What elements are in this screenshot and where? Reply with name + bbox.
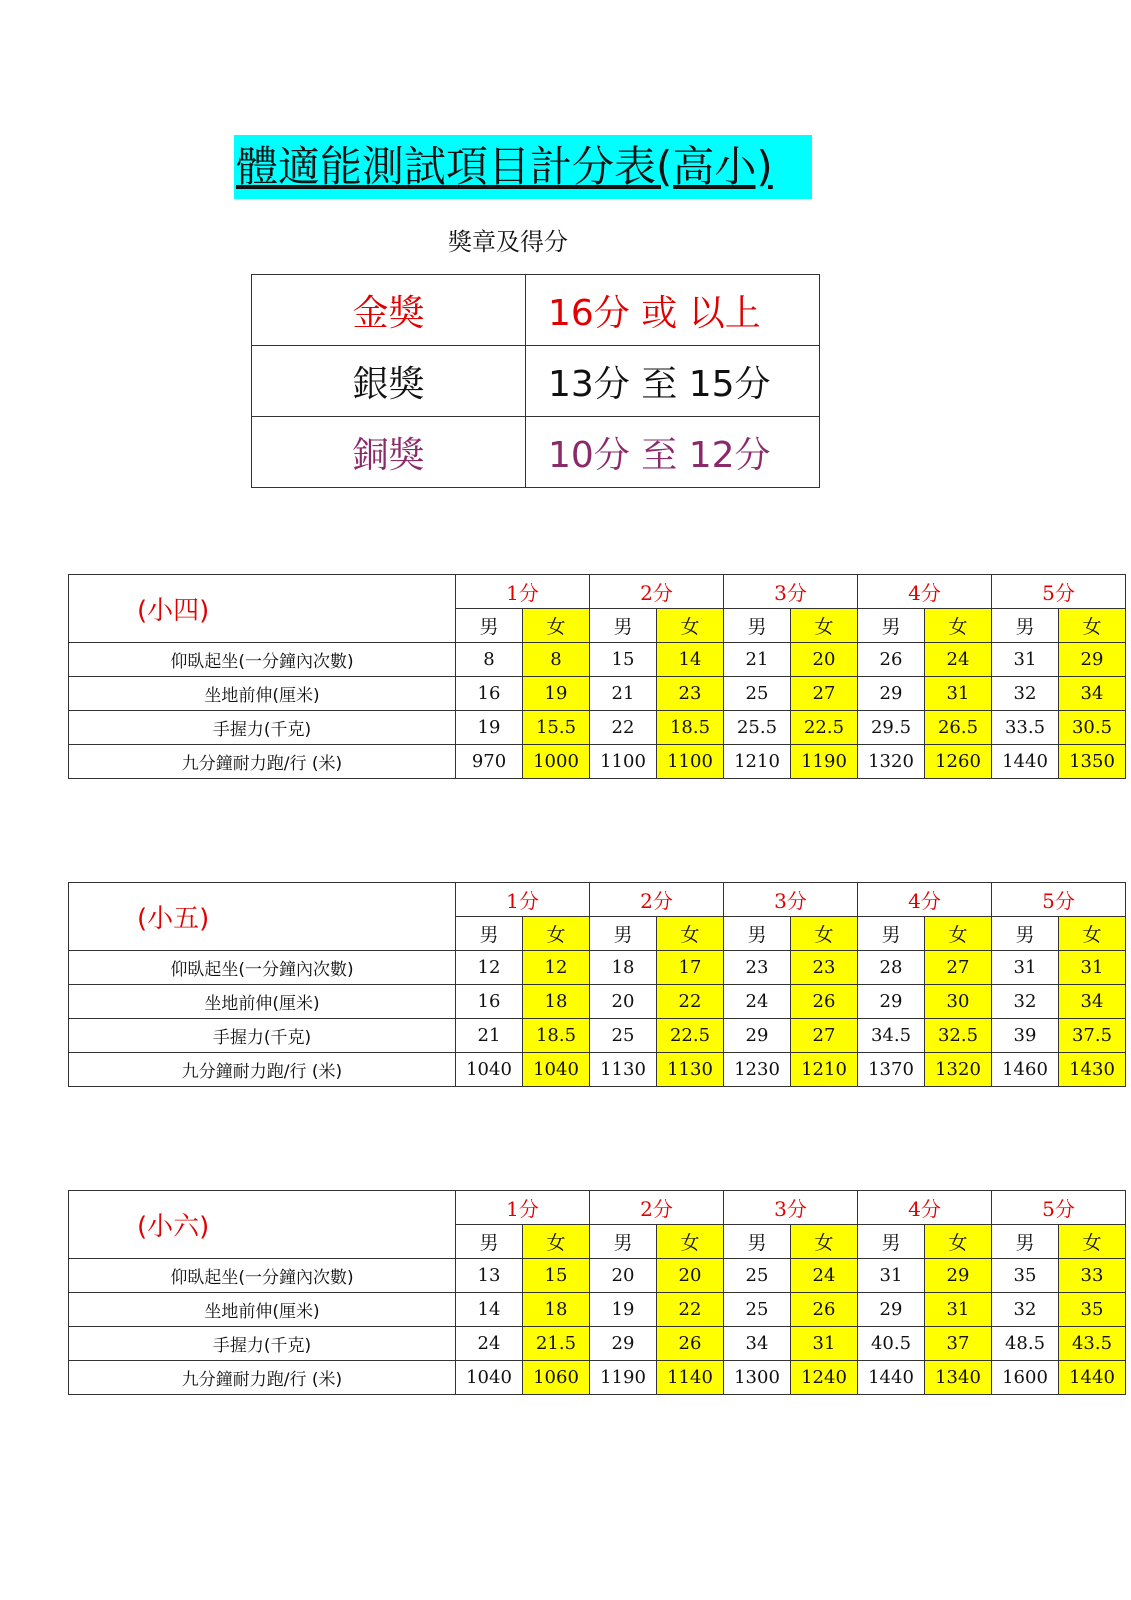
male-score-cell: 1040 — [456, 1361, 523, 1395]
female-score-cell: 1440 — [1059, 1361, 1126, 1395]
male-score-cell: 32 — [992, 985, 1059, 1019]
male-score-cell: 25.5 — [724, 711, 791, 745]
sex-header-female: 女 — [1059, 917, 1126, 951]
male-score-cell: 21 — [590, 677, 657, 711]
award-row-bronze — [252, 417, 820, 488]
points-header: 5分 — [992, 575, 1126, 609]
sex-header-male: 男 — [724, 917, 791, 951]
score-table — [68, 1190, 1126, 1395]
male-score-cell: 29 — [858, 1293, 925, 1327]
male-score-cell: 28 — [858, 951, 925, 985]
item-label: 手握力(千克) — [69, 1327, 456, 1361]
table-row — [69, 1327, 1126, 1361]
item-label: 九分鐘耐力跑/行 (米) — [69, 745, 456, 779]
female-score-cell: 12 — [523, 951, 590, 985]
sex-header-female: 女 — [925, 1225, 992, 1259]
item-label: 手握力(千克) — [69, 1019, 456, 1053]
female-score-cell: 8 — [523, 643, 590, 677]
female-score-cell: 18 — [523, 1293, 590, 1327]
table-row — [69, 677, 1126, 711]
female-score-cell: 27 — [925, 951, 992, 985]
male-score-cell: 23 — [724, 951, 791, 985]
male-score-cell: 24 — [456, 1327, 523, 1361]
female-score-cell: 1210 — [791, 1053, 858, 1087]
female-score-cell: 32.5 — [925, 1019, 992, 1053]
male-score-cell: 32 — [992, 677, 1059, 711]
score-table — [68, 882, 1126, 1087]
female-score-cell: 22.5 — [657, 1019, 724, 1053]
female-score-cell: 31 — [925, 1293, 992, 1327]
male-score-cell: 1460 — [992, 1053, 1059, 1087]
male-score-cell: 1300 — [724, 1361, 791, 1395]
female-score-cell: 18.5 — [523, 1019, 590, 1053]
female-score-cell: 34 — [1059, 985, 1126, 1019]
male-score-cell: 29 — [724, 1019, 791, 1053]
item-label: 坐地前伸(厘米) — [69, 985, 456, 1019]
sex-header-male: 男 — [456, 917, 523, 951]
male-score-cell: 1100 — [590, 745, 657, 779]
award-row-silver — [252, 346, 820, 417]
grade-label: (小四) — [69, 575, 456, 643]
sex-header-female: 女 — [1059, 1225, 1126, 1259]
sex-header-male: 男 — [456, 1225, 523, 1259]
female-score-cell: 1350 — [1059, 745, 1126, 779]
points-header: 5分 — [992, 883, 1126, 917]
male-score-cell: 39 — [992, 1019, 1059, 1053]
table-row — [69, 985, 1126, 1019]
page-title: 體適能測試項目計分表(高小) — [236, 142, 773, 191]
male-score-cell: 21 — [724, 643, 791, 677]
female-score-cell: 1340 — [925, 1361, 992, 1395]
points-header: 5分 — [992, 1191, 1126, 1225]
female-score-cell: 22 — [657, 1293, 724, 1327]
male-score-cell: 1230 — [724, 1053, 791, 1087]
sex-header-female: 女 — [523, 1225, 590, 1259]
female-score-cell: 29 — [1059, 643, 1126, 677]
male-score-cell: 26 — [858, 643, 925, 677]
points-header: 3分 — [724, 883, 858, 917]
award-range-gold: 16分 或 以上 — [526, 275, 820, 346]
sex-header-female: 女 — [791, 917, 858, 951]
male-score-cell: 1210 — [724, 745, 791, 779]
female-score-cell: 17 — [657, 951, 724, 985]
male-score-cell: 12 — [456, 951, 523, 985]
male-score-cell: 34 — [724, 1327, 791, 1361]
male-score-cell: 13 — [456, 1259, 523, 1293]
sex-header-male: 男 — [724, 1225, 791, 1259]
male-score-cell: 20 — [590, 985, 657, 1019]
female-score-cell: 22.5 — [791, 711, 858, 745]
item-label: 仰臥起坐(一分鐘內次數) — [69, 1259, 456, 1293]
male-score-cell: 25 — [724, 1259, 791, 1293]
sex-header-female: 女 — [523, 917, 590, 951]
sex-header-female: 女 — [523, 609, 590, 643]
male-score-cell: 1600 — [992, 1361, 1059, 1395]
award-name-bronze: 銅獎 — [252, 417, 526, 488]
points-header: 1分 — [456, 1191, 590, 1225]
female-score-cell: 1260 — [925, 745, 992, 779]
sex-header-male: 男 — [456, 609, 523, 643]
female-score-cell: 20 — [657, 1259, 724, 1293]
male-score-cell: 33.5 — [992, 711, 1059, 745]
female-score-cell: 27 — [791, 677, 858, 711]
sex-header-female: 女 — [657, 1225, 724, 1259]
male-score-cell: 25 — [724, 1293, 791, 1327]
female-score-cell: 26.5 — [925, 711, 992, 745]
female-score-cell: 15 — [523, 1259, 590, 1293]
male-score-cell: 29.5 — [858, 711, 925, 745]
female-score-cell: 30 — [925, 985, 992, 1019]
points-header: 3分 — [724, 1191, 858, 1225]
male-score-cell: 35 — [992, 1259, 1059, 1293]
female-score-cell: 15.5 — [523, 711, 590, 745]
female-score-cell: 31 — [791, 1327, 858, 1361]
header-row-points — [69, 575, 1126, 609]
female-score-cell: 23 — [657, 677, 724, 711]
table-row — [69, 1361, 1126, 1395]
male-score-cell: 1040 — [456, 1053, 523, 1087]
male-score-cell: 18 — [590, 951, 657, 985]
male-score-cell: 22 — [590, 711, 657, 745]
header-row-points — [69, 1191, 1126, 1225]
female-score-cell: 1060 — [523, 1361, 590, 1395]
male-score-cell: 16 — [456, 985, 523, 1019]
male-score-cell: 19 — [456, 711, 523, 745]
header-row-points — [69, 883, 1126, 917]
male-score-cell: 16 — [456, 677, 523, 711]
male-score-cell: 29 — [858, 677, 925, 711]
female-score-cell: 1000 — [523, 745, 590, 779]
female-score-cell: 27 — [791, 1019, 858, 1053]
points-header: 2分 — [590, 883, 724, 917]
female-score-cell: 30.5 — [1059, 711, 1126, 745]
male-score-cell: 31 — [992, 951, 1059, 985]
female-score-cell: 35 — [1059, 1293, 1126, 1327]
points-header: 1分 — [456, 883, 590, 917]
female-score-cell: 21.5 — [523, 1327, 590, 1361]
male-score-cell: 1320 — [858, 745, 925, 779]
female-score-cell: 19 — [523, 677, 590, 711]
table-row — [69, 745, 1126, 779]
male-score-cell: 32 — [992, 1293, 1059, 1327]
female-score-cell: 43.5 — [1059, 1327, 1126, 1361]
female-score-cell: 33 — [1059, 1259, 1126, 1293]
male-score-cell: 24 — [724, 985, 791, 1019]
item-label: 仰臥起坐(一分鐘內次數) — [69, 951, 456, 985]
male-score-cell: 19 — [590, 1293, 657, 1327]
sex-header-male: 男 — [590, 917, 657, 951]
female-score-cell: 26 — [657, 1327, 724, 1361]
female-score-cell: 1040 — [523, 1053, 590, 1087]
points-header: 4分 — [858, 575, 992, 609]
male-score-cell: 40.5 — [858, 1327, 925, 1361]
male-score-cell: 48.5 — [992, 1327, 1059, 1361]
female-score-cell: 31 — [1059, 951, 1126, 985]
male-score-cell: 21 — [456, 1019, 523, 1053]
sex-header-female: 女 — [791, 1225, 858, 1259]
female-score-cell: 26 — [791, 985, 858, 1019]
grade-label: (小六) — [69, 1191, 456, 1259]
page-title-banner — [234, 135, 812, 199]
points-header: 3分 — [724, 575, 858, 609]
table-row — [69, 711, 1126, 745]
sex-header-female: 女 — [1059, 609, 1126, 643]
table-row — [69, 1053, 1126, 1087]
male-score-cell: 20 — [590, 1259, 657, 1293]
male-score-cell: 29 — [858, 985, 925, 1019]
award-range-silver: 13分 至 15分 — [526, 346, 820, 417]
points-header: 1分 — [456, 575, 590, 609]
sex-header-male: 男 — [992, 917, 1059, 951]
sex-header-female: 女 — [925, 917, 992, 951]
points-header: 4分 — [858, 1191, 992, 1225]
table-row — [69, 1293, 1126, 1327]
sex-header-male: 男 — [858, 1225, 925, 1259]
female-score-cell: 18 — [523, 985, 590, 1019]
points-header: 2分 — [590, 1191, 724, 1225]
female-score-cell: 18.5 — [657, 711, 724, 745]
female-score-cell: 24 — [925, 643, 992, 677]
male-score-cell: 1440 — [858, 1361, 925, 1395]
male-score-cell: 31 — [858, 1259, 925, 1293]
female-score-cell: 34 — [1059, 677, 1126, 711]
male-score-cell: 1130 — [590, 1053, 657, 1087]
sex-header-male: 男 — [858, 917, 925, 951]
female-score-cell: 14 — [657, 643, 724, 677]
table-row — [69, 1019, 1126, 1053]
award-table — [251, 274, 820, 488]
female-score-cell: 24 — [791, 1259, 858, 1293]
female-score-cell: 37 — [925, 1327, 992, 1361]
item-label: 九分鐘耐力跑/行 (米) — [69, 1053, 456, 1087]
award-range-bronze: 10分 至 12分 — [526, 417, 820, 488]
male-score-cell: 8 — [456, 643, 523, 677]
male-score-cell: 29 — [590, 1327, 657, 1361]
sex-header-male: 男 — [590, 1225, 657, 1259]
award-name-gold: 金獎 — [252, 275, 526, 346]
grade-label: (小五) — [69, 883, 456, 951]
male-score-cell: 15 — [590, 643, 657, 677]
female-score-cell: 1430 — [1059, 1053, 1126, 1087]
points-header: 2分 — [590, 575, 724, 609]
sex-header-female: 女 — [925, 609, 992, 643]
female-score-cell: 37.5 — [1059, 1019, 1126, 1053]
table-row — [69, 1259, 1126, 1293]
female-score-cell: 1190 — [791, 745, 858, 779]
table-row — [69, 643, 1126, 677]
item-label: 坐地前伸(厘米) — [69, 677, 456, 711]
male-score-cell: 31 — [992, 643, 1059, 677]
male-score-cell: 25 — [590, 1019, 657, 1053]
female-score-cell: 1240 — [791, 1361, 858, 1395]
female-score-cell: 1320 — [925, 1053, 992, 1087]
score-table — [68, 574, 1126, 779]
award-name-silver: 銀獎 — [252, 346, 526, 417]
male-score-cell: 1370 — [858, 1053, 925, 1087]
sex-header-female: 女 — [657, 609, 724, 643]
table-row — [69, 951, 1126, 985]
award-subtitle: 獎章及得分 — [448, 228, 568, 256]
male-score-cell: 14 — [456, 1293, 523, 1327]
female-score-cell: 29 — [925, 1259, 992, 1293]
male-score-cell: 25 — [724, 677, 791, 711]
male-score-cell: 1440 — [992, 745, 1059, 779]
award-row-gold — [252, 275, 820, 346]
female-score-cell: 26 — [791, 1293, 858, 1327]
item-label: 仰臥起坐(一分鐘內次數) — [69, 643, 456, 677]
sex-header-male: 男 — [590, 609, 657, 643]
female-score-cell: 31 — [925, 677, 992, 711]
points-header: 4分 — [858, 883, 992, 917]
item-label: 坐地前伸(厘米) — [69, 1293, 456, 1327]
female-score-cell: 22 — [657, 985, 724, 1019]
female-score-cell: 1100 — [657, 745, 724, 779]
male-score-cell: 970 — [456, 745, 523, 779]
female-score-cell: 1130 — [657, 1053, 724, 1087]
sex-header-male: 男 — [992, 609, 1059, 643]
sex-header-male: 男 — [724, 609, 791, 643]
sex-header-male: 男 — [858, 609, 925, 643]
female-score-cell: 20 — [791, 643, 858, 677]
female-score-cell: 23 — [791, 951, 858, 985]
male-score-cell: 1190 — [590, 1361, 657, 1395]
sex-header-female: 女 — [791, 609, 858, 643]
sex-header-female: 女 — [657, 917, 724, 951]
male-score-cell: 34.5 — [858, 1019, 925, 1053]
item-label: 九分鐘耐力跑/行 (米) — [69, 1361, 456, 1395]
sex-header-male: 男 — [992, 1225, 1059, 1259]
item-label: 手握力(千克) — [69, 711, 456, 745]
female-score-cell: 1140 — [657, 1361, 724, 1395]
